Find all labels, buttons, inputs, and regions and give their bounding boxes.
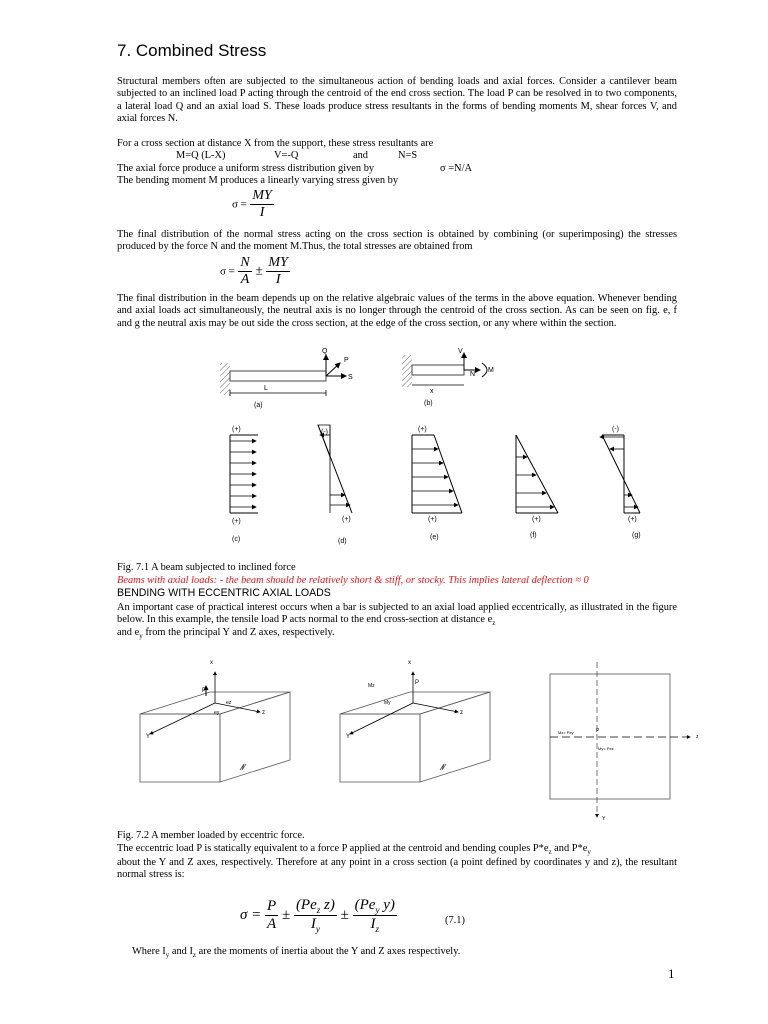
f2-label-y3: Y [602, 816, 606, 822]
axial-line: The axial force produce a uniform stress distribution given by [117, 163, 375, 174]
f2-label-p2: P [415, 680, 420, 686]
stress-diagram-e [412, 426, 462, 541]
eccentric-text: An important case of practical interest occurs when a bar is subjected to an axial load applied eccentrically, as illustrated in the figure below. In this example, the tensile load P acts normal to the end cross-section at distance e [117, 602, 677, 626]
label-p: P [344, 357, 349, 364]
support-hatch-b [402, 355, 412, 387]
eq-bend-den: I [250, 204, 273, 221]
caption-b: (b) [424, 400, 433, 407]
f2-label-ey: ey [214, 710, 220, 716]
stress-diagram-c [230, 426, 258, 543]
eccentric-paragraph [117, 602, 677, 630]
e-top-sign: (+) [418, 426, 427, 433]
f-bottom-sign: (+) [532, 516, 541, 523]
eq71-num3-sub: y [375, 905, 380, 915]
stress-diagram-f [516, 435, 558, 539]
eq71-num2 [294, 897, 337, 915]
f2-label-mz-pey: Mz= Pey [558, 730, 574, 735]
g-bottom-sign: (+) [628, 516, 637, 523]
where-sub-y: y [165, 951, 170, 960]
eq71-pm2: ± [340, 907, 349, 923]
eq-total-den2: I [266, 271, 289, 288]
eccentric-sub-z: z [492, 619, 496, 628]
f2-label-z1: z [262, 710, 265, 716]
cross-section [550, 662, 699, 822]
eq71-frac2 [294, 897, 337, 934]
figure-7-2 [130, 652, 710, 827]
where-sub-z: z [192, 951, 197, 960]
equation-number: (7.1) [445, 915, 465, 926]
eq-total-lhs: σ = [220, 265, 235, 278]
f2-label-y2: Y [346, 734, 351, 740]
eq71-lhs: σ = [240, 907, 262, 923]
caption-a: (a) [254, 402, 263, 409]
eq-bend-fraction [250, 188, 273, 221]
where-rest: are the moments of inertia about the Y and Z axes respectively. [196, 946, 461, 957]
eq71-den1: A [267, 916, 277, 932]
eq-bend-lhs: σ = [232, 198, 247, 211]
e-caption: (e) [430, 534, 439, 541]
label-m: M [488, 367, 494, 374]
f2-label-mz: Mz [368, 683, 375, 689]
resultant-and: and [353, 150, 369, 161]
eccentric-line2 [117, 627, 335, 642]
label-l: L [264, 385, 268, 392]
eq-total-frac2 [266, 255, 289, 288]
c-caption: (c) [232, 536, 241, 543]
eq71-den2-a: I [310, 916, 316, 932]
f2-label-p3: P [596, 728, 600, 734]
eq71-num2-a: (Pe [295, 897, 317, 913]
f2-label-p1: P [202, 688, 207, 694]
page-number: 1 [668, 966, 675, 981]
equiv-text: The eccentric load P is statically equivalent to a force P applied at the centroid and bending couples P*e [117, 843, 549, 854]
g-top-sign: (-) [612, 426, 619, 433]
beam-diagram-a [220, 348, 353, 409]
eq-total-num2: MY [268, 255, 288, 270]
equiv-sub-z: z [548, 848, 552, 857]
eq71-den2-sub: y [315, 924, 320, 934]
eq-total-num1: N [240, 255, 250, 270]
eq71-den3 [353, 915, 397, 934]
c-bottom-sign: (+) [232, 518, 241, 525]
label-n: N [470, 371, 476, 378]
resultant-n: N=S [398, 150, 418, 161]
equation-7-1 [240, 897, 397, 934]
equiv-sub-y: y [587, 848, 591, 857]
d-bottom-sign: (+) [342, 516, 351, 523]
d-caption: (d) [338, 538, 347, 545]
label-x: x [430, 388, 434, 395]
bending-line: The bending moment M produces a linearly varying stress given by [117, 175, 399, 186]
f2-label-my-pez: My= Pez [598, 746, 614, 751]
final-paragraph: The final distribution of the normal stress acting on the cross section is obtained by combining (or superimposing) the stresses produced by the force N and the moment M.Thus, the total stresses are obtained from [117, 229, 677, 253]
eq71-num3-b: y) [379, 897, 395, 913]
eq71-frac3 [353, 897, 397, 934]
d-top-sign: (-) [321, 429, 328, 436]
axial-load-note: Beams with axial loads: - the beam should be relatively short & stiff, or stocky. This implies lateral deflection ≈ 0 [117, 575, 589, 586]
beam-a [230, 371, 326, 381]
eq71-den2 [294, 915, 337, 934]
f-caption: (f) [530, 532, 537, 539]
f2-label-x1: x [210, 660, 213, 666]
prism-block-2 [340, 660, 490, 782]
beam-diagram-b [402, 348, 494, 407]
eq71-den3-a: I [370, 916, 376, 932]
section-line: For a cross section at distance X from the support, these stress resultants are [117, 138, 434, 149]
fig1-caption: Fig. 7.1 A beam subjected to inclined force [117, 562, 296, 573]
eccentric-sub-y: y [139, 632, 143, 641]
eq71-num2-b: z) [320, 897, 335, 913]
eq-total-frac1 [238, 255, 251, 288]
eq71-num3-a: (Pe [354, 897, 376, 913]
support-hatch-a [220, 363, 230, 395]
eq71-num3 [353, 897, 397, 915]
axial-formula: σ =N/A [440, 163, 472, 174]
where-text: Where I [132, 946, 166, 957]
f2-label-z2: z [460, 710, 463, 716]
f2-label-my: My [384, 700, 391, 706]
f2-label-ez: ez [226, 700, 232, 706]
c-top-sign: (+) [232, 426, 241, 433]
eq-total-pm: ± [255, 263, 263, 279]
label-v: V [458, 348, 463, 355]
e-bottom-sign: (+) [428, 516, 437, 523]
where-line [132, 946, 460, 961]
eq71-den3-sub: z [375, 924, 379, 934]
figure-7-1 [200, 345, 660, 545]
eq-total-den1: A [238, 271, 251, 288]
where-and: and I [169, 946, 193, 957]
neutral-axis-paragraph: The final distribution in the beam depends up on the relative algebraic values of the terms in the above equation. Whenever bending and axial loads act simultaneously, the neutral axis is no longer through the centroid of the cross section. As can be seen on fig. e, f and g the neutral axis may be out side the cross section, at the edge of the cross section, or any where within the section. [117, 293, 677, 329]
f2-label-x2: x [408, 660, 411, 666]
eq71-frac1 [265, 898, 278, 933]
resultant-v: V=-Q [274, 150, 299, 161]
bending-equation [232, 188, 274, 221]
stress-diagram-g [600, 426, 641, 539]
eq71-num2-sub: z [316, 905, 321, 915]
fig2-caption: Fig. 7.2 A member loaded by eccentric force. [117, 830, 305, 841]
label-s: S [348, 374, 353, 381]
total-equation [220, 255, 290, 288]
eq71-num1: P [267, 898, 277, 914]
eccentric-line2-rest: from the principal Y and Z axes, respectively. [142, 627, 335, 638]
f2-label-y1: Y [146, 734, 151, 740]
page-title: 7. Combined Stress [117, 41, 267, 60]
eq-bend-num: MY [252, 188, 272, 203]
section-heading-eccentric: BENDING WITH ECCENTRIC AXIAL LOADS [117, 587, 331, 599]
label-q: Q [322, 348, 328, 355]
g-caption: (g) [632, 532, 641, 539]
f2-label-z3: z [696, 734, 699, 740]
resultant-m: M=Q (L-X) [176, 150, 226, 161]
prism-block-1 [140, 660, 290, 782]
eccentric-line2-start: and e [117, 627, 140, 638]
intro-paragraph: Structural members often are subjected to the simultaneous action of bending loads and axial forces. Consider a cantilever beam subjected to an inclined load P acting through the centroid of the end cross section. The load P can be resolved in to two components, a lateral load Q and an axial load S. These loads produce stress resultants in the forms of bending moments M, shear forces V, and axial forces N. [117, 76, 677, 125]
beam-b [412, 365, 464, 375]
stress-diagram-d [318, 425, 352, 545]
equiv-and: and P*e [551, 843, 588, 854]
equivalence-line2: about the Y and Z axes, respectively. Therefore at any point in a cross section (a point defined by coordinates y and z), the resultant normal stress is: [117, 857, 677, 881]
eq71-pm1: ± [281, 907, 291, 923]
